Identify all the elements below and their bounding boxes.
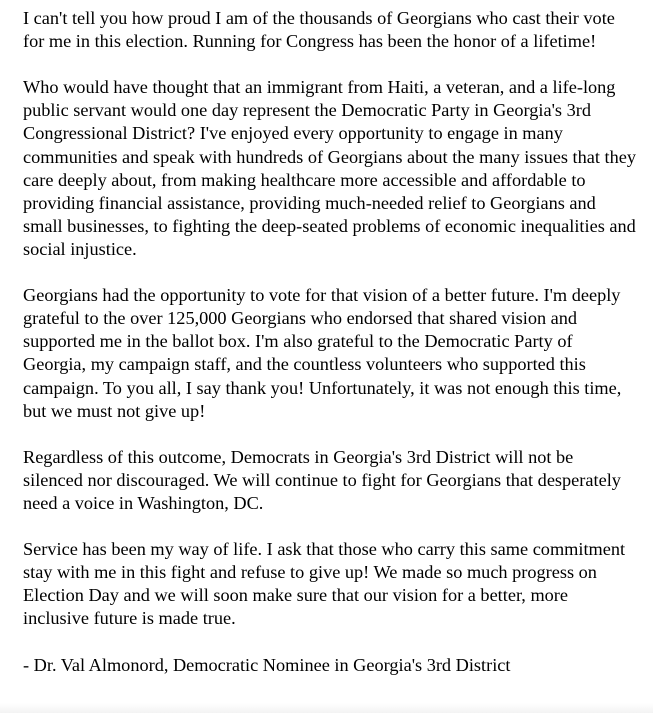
paragraph-gratitude: I can't tell you how proud I am of the thousands of Georgians who cast their vote for me in this election. Running for Congress has been the honor of a lifetime! (23, 8, 615, 52)
bottom-edge-divider (0, 703, 653, 713)
paragraph-outcome: Regardless of this outcome, Democrats in Georgia's 3rd District will not be silenced nor discouraged. We will continue to fight for Georgians that desperately need a voice in Washington, DC. (23, 446, 621, 513)
paragraph-thanks: Georgians had the opportunity to vote for that vision of a better future. I'm deeply grateful to the over 125,000 Georgians who endorsed that shared vision and supported me in the ballot box. I'm also grateful to the Democratic Party of Georgia, my campaign staff, and the countless volunteers who supported this campaign. To you all, I say thank you! Unfortunately, it was not enough this time, but we must not give up! (23, 285, 622, 421)
paragraph-background: Who would have thought that an immigrant from Haiti, a veteran, and a life-long public servant would one day represent the Democratic Party in Georgia's 3rd Congressional District? I've enjoyed every opportunity to engage in many communities and speak with hundreds of Georgians about the many issues that they care deeply about, from making healthcare more accessible and affordable to providing financial assistance, providing much-needed relief to Georgians and small businesses, to fighting the deep-seated problems of economic inequalities and social injustice. (23, 77, 636, 259)
paragraph-call-to-action: Service has been my way of life. I ask that those who carry this same commitment stay with me in this fight and refuse to give up! We made so much progress on Election Day and we will soon make sure that our vision for a better, more inclusive future is made true. (23, 539, 626, 629)
signature: - Dr. Val Almonord, Democratic Nominee in Georgia's 3rd District (23, 654, 511, 675)
